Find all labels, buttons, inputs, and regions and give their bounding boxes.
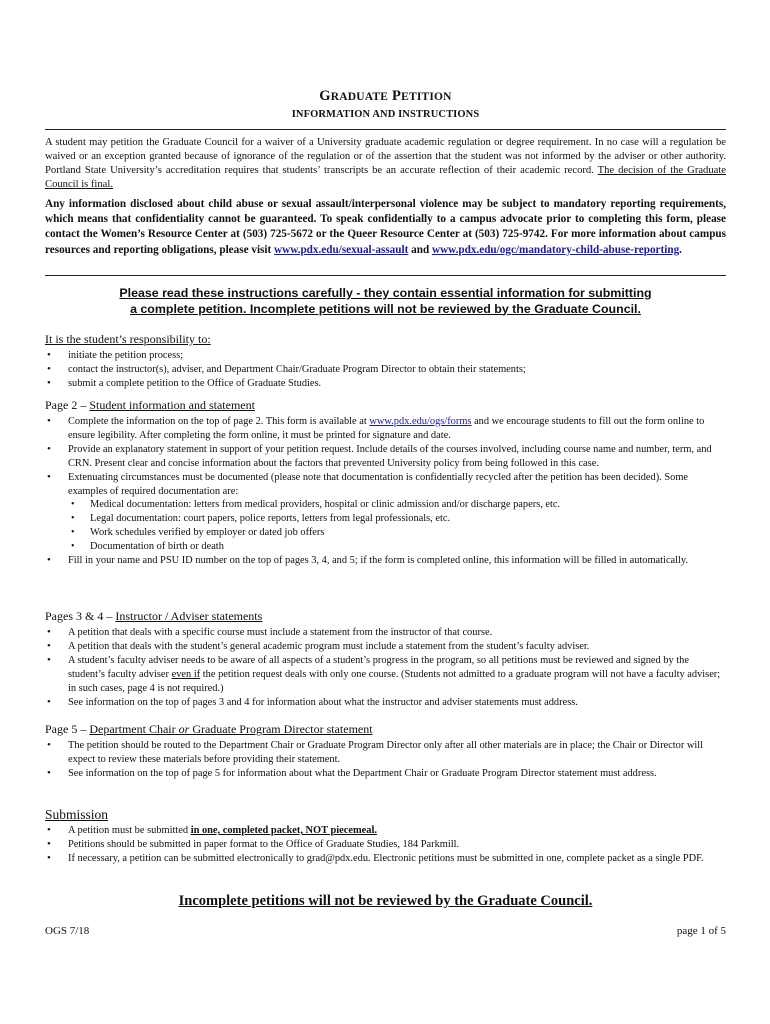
child-abuse-reporting-link[interactable]: www.pdx.edu/ogc/mandatory-child-abuse-reporting	[431, 243, 680, 256]
page5-heading: Department Chair or Graduate Program Director statement	[89, 722, 373, 736]
list-item: • See information on the top of pages 3 and 4 for information about what the instructor and adviser statements must address.	[45, 696, 726, 710]
page2-heading: Student information and statement	[89, 398, 255, 412]
submission-section	[45, 807, 726, 866]
page2-section: Page 2 – Student information and statement • Complete the information on the top of page 2. This form is available at www.pdx.edu/ogs/forms and we encourage students to fill out the form online to ensure legibility. After completing the form online, it must be printed for signature and date. • Provide an explanatory statement in support of your petition request. Include details of the courses involved, including course name and number, term, and CRN. Present clear and concise information about the factors that prevented University policy from being followed in this case. • Extenuating circumstances must be documented (please note that documentation is confidentially recycled after the petition has been decided). Some examples of required documentation are: • Medical documentation: letters from medical providers, hospital or clinic admission and/or discharge papers, etc. • Legal documentation: court papers, police reports, letters from legal professionals, etc. • Work schedules verified by employer or dated job offers • Documentation of birth or death • Fill in your name and PSU ID number on the top of pages 3, 4, and 5; if the form is completed online, this information will be filled in automatically.	[45, 398, 726, 568]
list-item: • A petition that deals with a specific course must include a statement from the instructor of that course.	[45, 626, 726, 640]
list-item: • initiate the petition process;	[45, 349, 726, 363]
list-item: • A petition must be submitted in one, completed packet, NOT piecemeal.	[45, 824, 726, 838]
list-item: • contact the instructor(s), adviser, and Department Chair/Graduate Program Director to obtain their statements;	[45, 363, 726, 377]
list-item: • A petition that deals with the student’s general academic program must include a statement from the student’s faculty adviser.	[45, 640, 726, 654]
top-divider	[45, 129, 726, 130]
list-item: • Extenuating circumstances must be documented (please note that documentation is confidentially recycled after the petition has been decided). Some examples of required documentation are: • Medical documentation: letters from medical providers, hospital or clinic admission and/or discharge papers, etc. • Legal documentation: court papers, police reports, letters from legal professionals, etc. • Work schedules verified by employer or dated job offers • Documentation of birth or death	[45, 471, 726, 554]
list-item: • Complete the information on the top of page 2. This form is available at www.pdx.edu/ogs/forms and we encourage students to fill out the form online to ensure legibility. After completing the form online, it must be printed for signature and date.	[45, 415, 726, 443]
sub-list-item: • Legal documentation: court papers, police reports, letters from legal professionals, etc.	[68, 512, 726, 526]
sub-list-item: • Medical documentation: letters from medical providers, hospital or clinic admission and/or discharge papers, etc.	[68, 498, 726, 512]
page34-list	[45, 626, 726, 709]
list-item: • Provide an explanatory statement in support of your petition request. Include details of the courses involved, including course name and number, term, and CRN. Present clear and concise information about the factors that prevented University policy from being followed in this case.	[45, 443, 726, 471]
sub-list-item: • Work schedules verified by employer or dated job offers	[68, 526, 726, 540]
incomplete-petitions-notice: Incomplete petitions will not be reviewed by the Graduate Council.	[178, 893, 593, 909]
middle-divider	[45, 275, 726, 276]
page2-list	[45, 415, 726, 568]
submission-list	[45, 824, 726, 866]
instructions-notice: Please read these instructions carefully - they contain essential information for submitting a complete petition. Incomplete petitions will not be reviewed by the Graduate Council.	[119, 286, 652, 316]
list-item: • A student’s faculty adviser needs to be aware of all aspects of a student’s progress in the program, so all petitions must be reviewed and signed by the student’s faculty adviser even if the petition request deals with only one course. (Students not admitted to a graduate program will not have a faculty adviser; in such cases, page 4 is not required.)	[45, 654, 726, 696]
ogs-forms-link[interactable]: www.pdx.edu/ogs/forms	[369, 416, 472, 427]
responsibility-heading: It is the student’s responsibility to:	[45, 332, 211, 346]
page-number: page 1 of 5	[676, 925, 726, 937]
page5-list	[45, 739, 726, 781]
page-subtitle: INFORMATION AND INSTRUCTIONS	[291, 109, 480, 120]
page34-section: Pages 3 & 4 – Instructor / Adviser statements • A petition that deals with a specific course must include a statement from the instructor of that course. • A petition that deals with the student’s general academic program must include a statement from the student’s faculty adviser. • A student’s faculty adviser needs to be aware of all aspects of a student’s progress in the program, so all petitions must be reviewed and signed by the student’s faculty adviser even if the petition request deals with only one course. (Students not admitted to a graduate program will not have a faculty adviser; in such cases, page 4 is not required.) • See information on the top of pages 3 and 4 for information about what the instructor and adviser statements must address.	[45, 609, 726, 709]
form-version: OGS 7/18	[45, 925, 90, 937]
responsibility-list	[45, 349, 726, 391]
page34-heading: Instructor / Adviser statements	[115, 609, 263, 623]
page5-section: Page 5 – Department Chair or Graduate Program Director statement • The petition should be routed to the Department Chair or Graduate Program Director only after all other materials are in place; the Chair or Director will expect to review these materials before providing their statement. • See information on the top of page 5 for information about what the Department Chair or Graduate Program Director statement must address.	[45, 722, 726, 781]
sexual-assault-link[interactable]: www.pdx.edu/sexual-assault	[274, 243, 409, 256]
final-decision-note: The decision of the Graduate Council is final.	[45, 165, 726, 190]
responsibility-section	[45, 332, 726, 391]
list-item: • The petition should be routed to the Department Chair or Graduate Program Director only after all other materials are in place; the Chair or Director will expect to review these materials before providing their statement.	[45, 739, 726, 767]
list-item: • If necessary, a petition can be submitted electronically to grad@pdx.edu. Electronic petitions must be submitted in one, complete packet as a single PDF.	[45, 852, 726, 866]
list-item: • Fill in your name and PSU ID number on the top of pages 3, 4, and 5; if the form is completed online, this information will be filled in automatically.	[45, 554, 726, 568]
intro-paragraph: A student may petition the Graduate Council for a waiver of a University graduate academic regulation or degree requirement. In no case will a regulation be waived or an exception granted because of ignorance of the regulation or of the assertion that the student was not informed by the adviser or other authority. Portland State University’s accreditation requires that students’ transcripts be an accurate reflection of their academic record. The decision of the Graduate Council is final.	[45, 137, 726, 190]
documentation-examples-list	[68, 498, 726, 554]
list-item: • See information on the top of page 5 for information about what the Department Chair or Graduate Program Director statement must address.	[45, 767, 726, 781]
list-item: • submit a complete petition to the Office of Graduate Studies.	[45, 377, 726, 391]
reporting-warning: Any information disclosed about child abuse or sexual assault/interpersonal violence may be subject to mandatory reporting requirements, which means that confidentiality cannot be guaranteed. To speak confidentially to a campus advocate prior to completing this form, please contact the Women’s Resource Center at (503) 725-5672 or the Queer Resource Center at (503) 725-9742. For more information about campus resources and reporting obligations, please visit www.pdx.edu/sexual-assault and www.pdx.edu/ogc/mandatory-child-abuse-reporting.	[45, 198, 726, 256]
sub-list-item: • Documentation of birth or death	[68, 540, 726, 554]
list-item: • Petitions should be submitted in paper format to the Office of Graduate Studies, 184 Parkmill.	[45, 838, 726, 852]
page-title: GRADUATE PETITION	[319, 88, 452, 104]
submission-heading: Submission	[45, 807, 109, 822]
